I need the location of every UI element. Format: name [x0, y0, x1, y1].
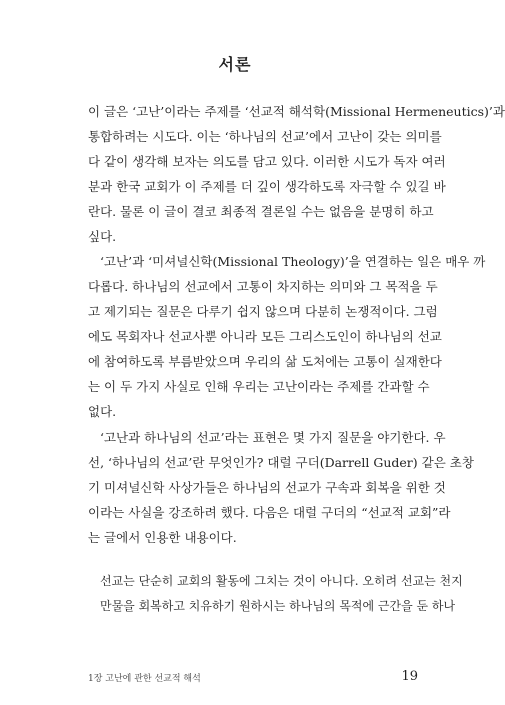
body-line: 이라는 사실을 강조하려 했다. 다음은 대럴 구더의 “선교적 교회”라 [88, 505, 451, 520]
body-line: 다롭다. 하나님의 선교에서 고통이 차지하는 의미와 그 목적을 두 [88, 279, 438, 294]
body-line: 는 글에서 인용한 내용이다. [88, 530, 237, 545]
body-line: 고 제기되는 질문은 다루기 쉽지 않으며 다분히 논쟁적이다. 그럼 [88, 304, 438, 319]
body-line: 다 같이 생각해 보자는 의도를 담고 있다. 이러한 시도가 독자 여러 [88, 154, 446, 169]
body-line: 기 미셔널신학 사상가들은 하나님의 선교가 구속과 회복을 위한 것 [88, 480, 446, 495]
body-line: 통합하려는 시도다. 이는 ‘하나님의 선교’에서 고난이 갖는 의미를 [88, 129, 442, 144]
body-line: 는 이 두 가지 사실로 인해 우리는 고난이라는 주제를 간과할 수 [88, 379, 430, 394]
quote-line: 만물을 회복하고 치유하기 원하시는 하나님의 목적에 근간을 둔 하나 [100, 599, 456, 613]
body-line: 싶다. [88, 229, 117, 244]
body-line: 분과 한국 교회가 이 주제를 더 깊이 생각하도록 자극할 수 있길 바 [88, 179, 446, 194]
section-heading: 서론 [218, 55, 252, 74]
body-line: 없다. [88, 404, 117, 419]
page-number: 19 [401, 669, 418, 684]
quote-line: 선교는 단순히 교회의 활동에 그치는 것이 아니다. 오히려 선교는 천지 [100, 574, 463, 588]
body-line: 란다. 물론 이 글이 결코 최종적 결론일 수는 없음을 분명히 하고 [88, 204, 434, 219]
body-line: 선, ‘하나님의 선교’란 무엇인가? 대럴 구더(Darrell Guder) 같은 초창 [88, 455, 474, 470]
body-line: ‘고난’과 ‘미셔널신학(Missional Theology)’을 연결하는 일은 매우 까 [100, 254, 486, 269]
body-line: ‘고난과 하나님의 선교’라는 표현은 몇 가지 질문을 야기한다. 우 [100, 430, 446, 445]
body-line: 에도 목회자나 선교사뿐 아니라 모든 그리스도인이 하나님의 선교 [88, 329, 442, 344]
running-footer-chapter: 1장 고난에 관한 선교적 해석 [88, 674, 201, 684]
body-line: 에 참여하도록 부름받았으며 우리의 삶 도처에는 고통이 실재한다 [88, 354, 442, 369]
body-line: 이 글은 ‘고난’이라는 주제를 ‘선교적 해석학(Missional Hermeneutics)’과 [88, 104, 505, 119]
